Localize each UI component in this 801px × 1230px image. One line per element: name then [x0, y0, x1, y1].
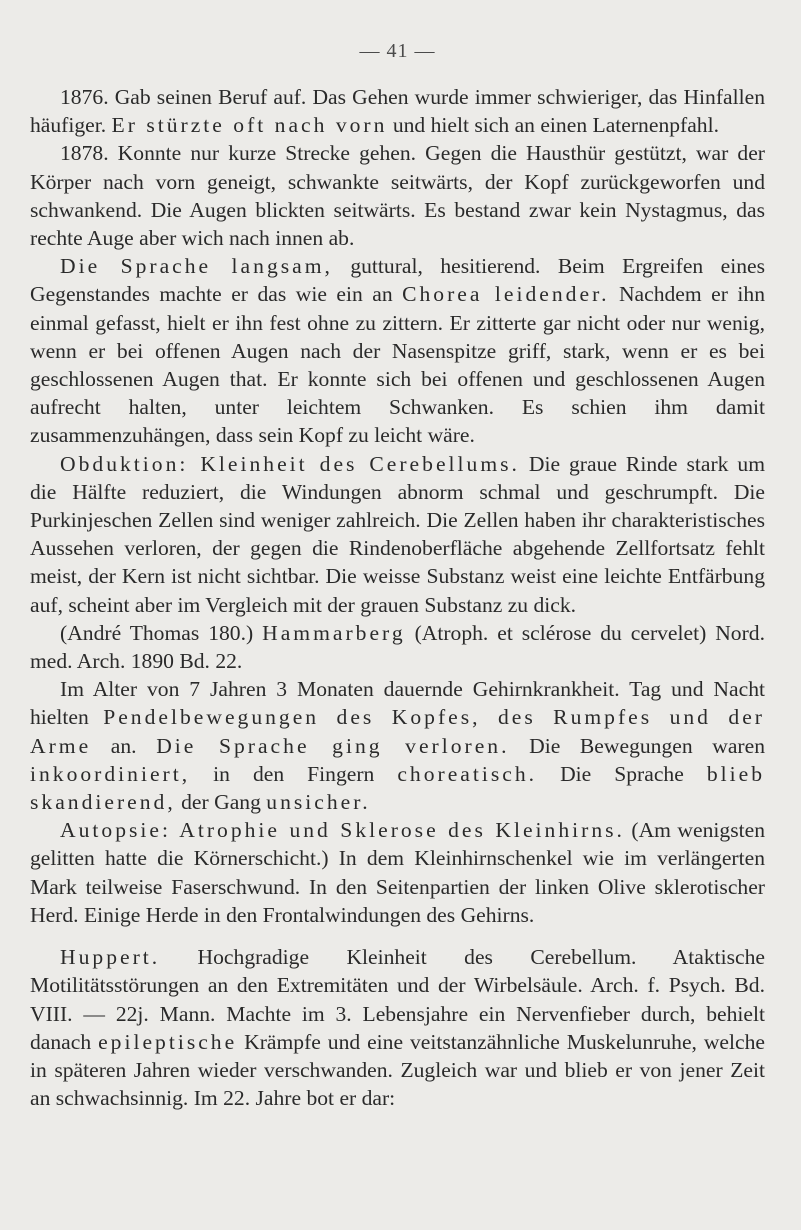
- paragraph-hammarberg-case: [30, 675, 765, 816]
- page-number: — 41 —: [359, 40, 436, 62]
- emphasis-text: Pendelbewegungen des Kopfes, des Rumpfes und der Arme: [30, 705, 765, 758]
- text-run: (André Thomas 180.): [60, 620, 263, 645]
- emphasis-text: Autopsie: Atrophie und Sklerose des Kleinhirns.: [60, 818, 625, 843]
- text-run: Hochgradige Kleinheit des Cerebellum. Ataktische Motilitätsstörungen an den Extremitäten und der Wirbelsäule. Arch. f. Psych. Bd. VIII. — 22j. Mann. Machte im 3. Lebensjahre ein Nervenfieber durch, behielt danach: [30, 945, 765, 1054]
- emphasis-text: epileptische: [98, 1029, 238, 1054]
- emphasis-text: blieb skandierend,: [30, 761, 765, 815]
- emphasis-text: unsicher.: [266, 790, 371, 815]
- text-run: Die graue Rinde stark um die Hälfte reduziert, die Windungen abnorm schmal und geschrumpft. Die Purkinjeschen Zellen sind weniger zahlreich. Die Zellen haben ihr charakteristisches Aussehen verloren, der gegen die Rindenoberfläche abgehende Zellfortsatz fehlt meist, der Kern ist nicht sichtbar. Die weisse Substanz weist eine leichte Entfärbung auf, scheint aber im Vergleich mit der grauen Substanz zu dick.: [30, 451, 765, 617]
- paragraph-sprache: [30, 252, 765, 449]
- emphasis-text: Huppert.: [60, 945, 161, 970]
- text-run: 1878. Konnte nur kurze Strecke gehen. Gegen die Hausthür gestützt, war der Körper nach vorn geneigt, schwankte seitwärts, der Kopf zurückgeworfen und schwankend. Die Augen blickten seitwärts. Es bestand zwar kein Nystagmus, das rechte Auge aber wich nach innen ab.: [30, 141, 765, 251]
- paragraph-1876: [30, 83, 765, 139]
- paragraph-1878: [30, 139, 765, 252]
- paragraph-hammarberg-reference: [30, 619, 765, 675]
- text-run: und hielt sich an einen Laternenpfahl.: [387, 113, 720, 138]
- text-run: der Gang: [175, 790, 267, 815]
- emphasis-text: inkoordiniert,: [30, 761, 191, 786]
- text-run: (Atroph. et sclérose du cervelet) Nord. med. Arch. 1890 Bd. 22.: [30, 620, 765, 674]
- text-run: guttural, hesitierend. Beim Ergreifen eines Gegenstandes machte er das wie ein an: [30, 254, 765, 307]
- paragraph-autopsie: [30, 816, 765, 929]
- emphasis-text: Obduktion: Kleinheit des Cerebellums.: [60, 451, 520, 476]
- emphasis-text: choreatisch.: [397, 761, 538, 786]
- text-run: Krämpfe und eine veitstanzähnliche Muskelunruhe, welche in späteren Jahren wieder verschwanden. Zugleich war und blieb er von jener Zeit an schwachsinnig. Im 22. Jahre bot er dar:: [30, 1029, 765, 1111]
- paragraph-obduktion: [30, 450, 765, 619]
- paragraph-huppert: [30, 943, 765, 1112]
- text-run: 1876. Gab seinen Beruf auf. Das Gehen wurde immer schwieriger, das Hinfallen häufiger.: [30, 85, 765, 138]
- text-run: Im Alter von 7 Jahren 3 Monaten dauernde Gehirnkrankheit. Tag und Nacht hielten: [30, 677, 765, 730]
- emphasis-text: Die Sprache ging verloren.: [156, 733, 510, 758]
- text-run: (Am wenigsten gelitten hatte die Körnerschicht.) In dem Kleinhirnschenkel wie im verlängerten Mark teilweise Faserschwund. In den Seitenpartien der linken Olive sklerotischer Herd. Einige Herde in den Frontalwindungen des Gehirns.: [30, 818, 765, 927]
- text-run: an.: [91, 733, 157, 758]
- text-run: Die Bewegungen waren: [509, 733, 766, 758]
- emphasis-text: Hammarberg: [262, 620, 406, 645]
- emphasis-text: Er stürzte oft nach vorn: [111, 113, 388, 138]
- text-run: Nachdem er ihn einmal gefasst, hielt er ihn fest ohne zu zittern. Er zitterte gar nicht oder nur wenig, wenn er bei offenen Augen nach der Nasenspitze griff, stark, wenn er es bei geschlossenen Augen that. Er konnte sich bei offenen und geschlossenen Augen aufrecht halten, unter leichtem Schwanken. Es schien ihm damit zusammenzuhängen, dass sein Kopf zu leicht wäre.: [30, 282, 765, 448]
- text-run: Die Sprache: [537, 761, 707, 786]
- emphasis-text: Chorea leidender.: [402, 282, 610, 307]
- text-run: in den Fingern: [190, 761, 398, 786]
- emphasis-text: Die Sprache langsam,: [60, 254, 333, 279]
